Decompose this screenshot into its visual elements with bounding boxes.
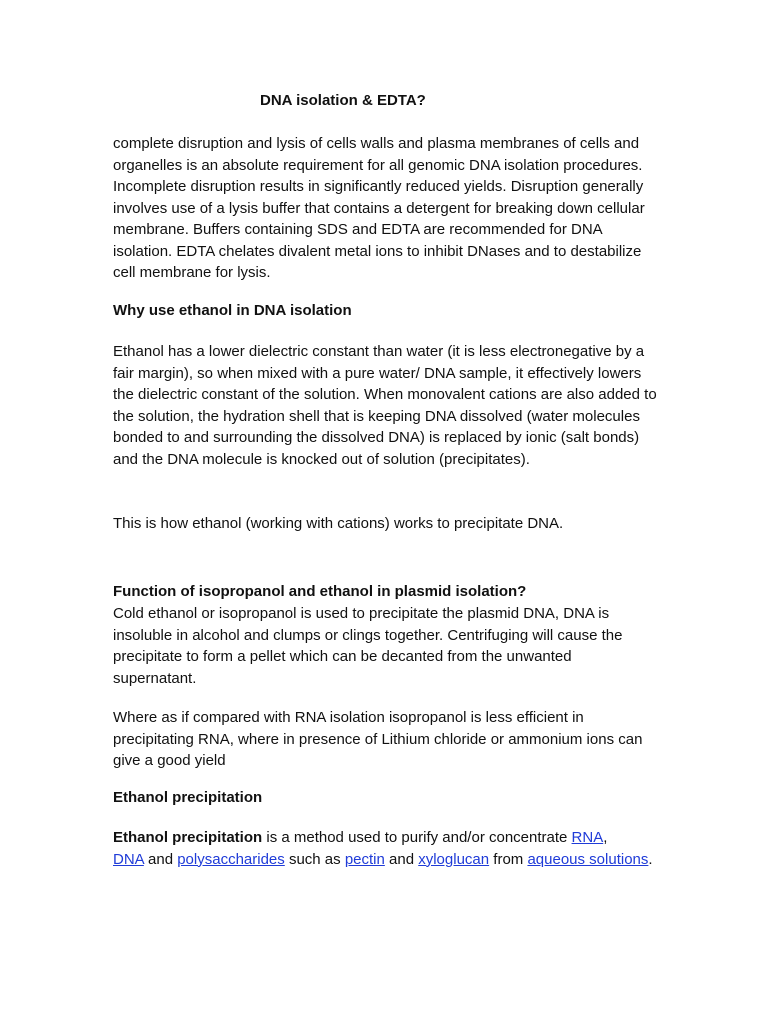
- text-segment: ,: [603, 829, 608, 846]
- link-aqueous-solutions[interactable]: aqueous solutions: [527, 850, 649, 868]
- paragraph-rna-isolation: Where as if compared with RNA isolation isopropanol is less efficient in precipitating RNA, where in presence of Lithium chloride or ammonium ions can give a good yield: [113, 709, 643, 769]
- link-rna[interactable]: RNA: [571, 829, 604, 846]
- term-ethanol-precipitation: Ethanol precipitation: [113, 829, 263, 846]
- text-segment: .: [648, 850, 653, 868]
- text-segment: and: [143, 850, 178, 868]
- heading-ethanol-precipitation: Ethanol precipitation: [113, 789, 263, 806]
- heading-plasmid-isolation: Function of isopropanol and ethanol in plasmid isolation?: [113, 583, 527, 600]
- text-segment: and: [384, 850, 419, 868]
- text-segment: from: [489, 850, 528, 868]
- text-segment: is a method used to purify and/or concentrate: [262, 829, 572, 846]
- paragraph-ethanol-dielectric: Ethanol has a lower dielectric constant than water (it is less electronegative by a fair margin), so when mixed with a pure water/ DNA sample, it effectively lowers the dielectric constant of the solution. When monovalent cations are also added to the solution, the hydration shell that is keeping DNA dissolved (water molecules bonded to and surrounding the dissolved DNA) is replaced by ionic (salt bonds) and the DNA molecule is knocked out of solution (precipitates).: [113, 343, 657, 468]
- paragraph-plasmid-precipitation: Cold ethanol or isopropanol is used to precipitate the plasmid DNA, DNA is insoluble in alcohol and clumps or clings together. Centrifuging will cause the precipitate to form a pellet which can be decanted from the unwanted supernatant.: [113, 605, 623, 687]
- link-polysaccharides[interactable]: polysaccharides: [177, 850, 285, 868]
- link-pectin[interactable]: pectin: [344, 850, 385, 868]
- link-dna[interactable]: DNA: [113, 850, 144, 868]
- paragraph-ethanol-precipitation-definition: [113, 827, 658, 870]
- paragraph-edta: complete disruption and lysis of cells walls and plasma membranes of cells and organelles is an absolute requirement for all genomic DNA isolation procedures. Incomplete disruption results in significantly reduced yields. Disruption generally involves use of a lysis buffer that contains a detergent for breaking down cellular membrane. Buffers containing SDS and EDTA are recommended for DNA isolation. EDTA chelates divalent metal ions to inhibit DNases and to destabilize cell membrane for lysis.: [113, 135, 645, 281]
- heading-why-ethanol: Why use ethanol in DNA isolation: [113, 302, 352, 319]
- paragraph-ethanol-summary: This is how ethanol (working with cations) works to precipitate DNA.: [113, 515, 564, 532]
- link-xyloglucan[interactable]: xyloglucan: [418, 850, 490, 868]
- text-segment: such as: [284, 850, 345, 868]
- document-title: DNA isolation & EDTA?: [260, 92, 426, 109]
